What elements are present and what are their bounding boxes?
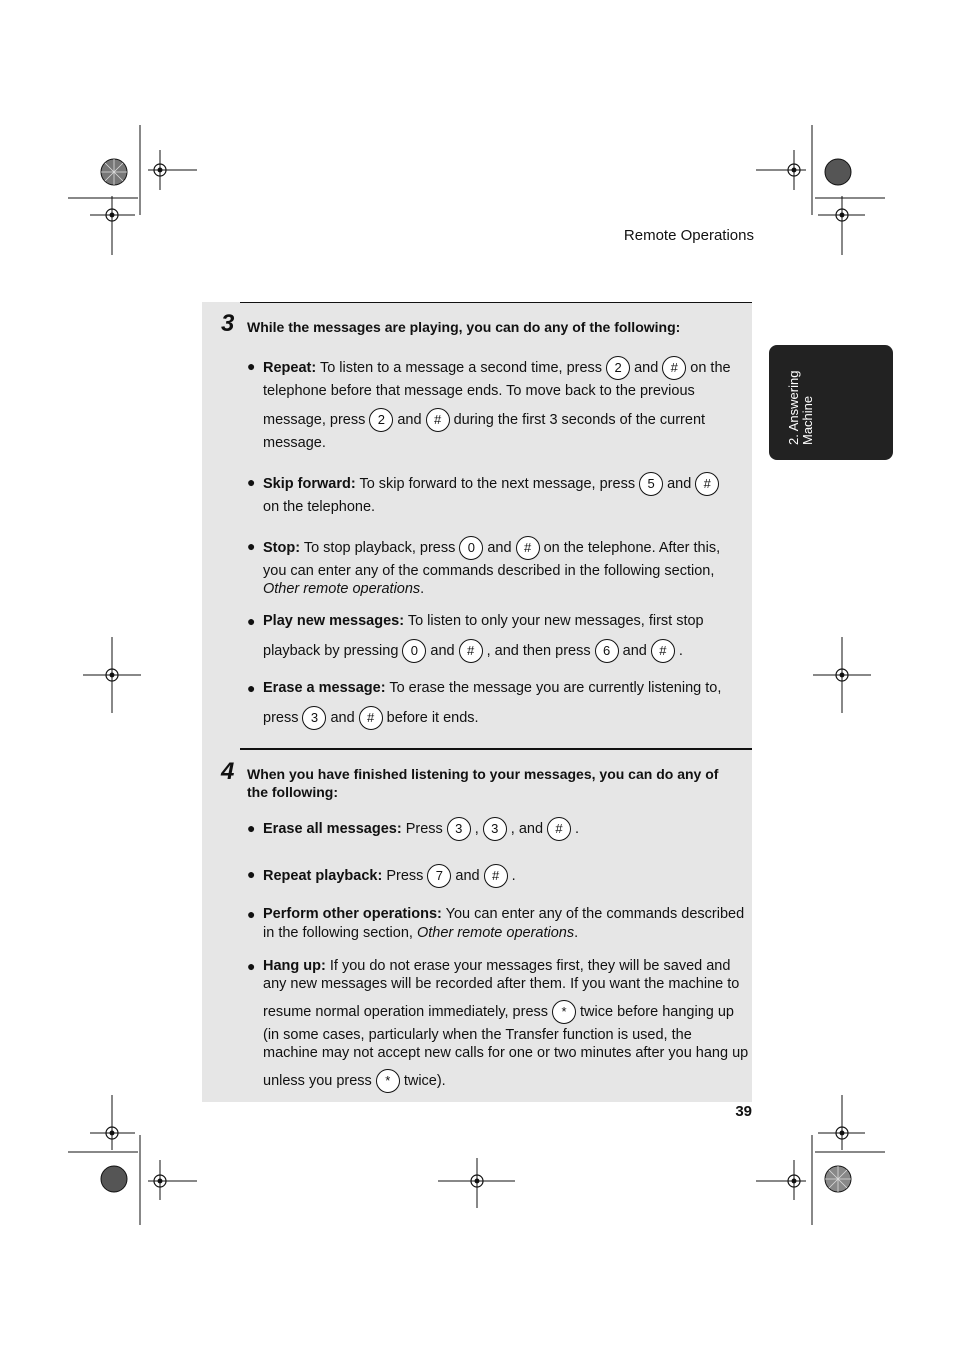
text-line: resume normal operation immediately, press * twice before hanging up bbox=[263, 1000, 734, 1024]
running-header: Remote Operations bbox=[623, 227, 754, 244]
text-line: Play new messages: To listen to only your new messages, first stop bbox=[263, 613, 704, 629]
key-3-icon: 3 bbox=[447, 817, 471, 841]
text-line: playback by pressing 0 and # , and then press 6 and # . bbox=[263, 639, 683, 663]
key-hash-icon: # bbox=[359, 706, 383, 730]
text-line: unless you press * twice). bbox=[263, 1069, 446, 1093]
chapter-tab-label: 2. Answering Machine bbox=[786, 370, 815, 445]
text-line: in the following section, Other remote operations. bbox=[263, 925, 579, 941]
step-number: 4 bbox=[221, 758, 235, 785]
text-line: ● bbox=[247, 538, 256, 554]
chapter-tab bbox=[769, 345, 893, 460]
text-line: machine may not accept new calls for one or two minutes after you hang up bbox=[263, 1045, 749, 1061]
page-number: 39 bbox=[735, 1103, 752, 1120]
text-line: Repeat: To listen to a message a second time, press 2 and # on the bbox=[263, 356, 731, 380]
text-line: Repeat playback: Press 7 and # . bbox=[263, 864, 516, 888]
key-6-icon: 6 bbox=[595, 639, 619, 663]
text-line: ● bbox=[247, 866, 256, 882]
text-line: message. bbox=[263, 435, 326, 451]
step-divider bbox=[240, 302, 752, 303]
key-star-icon: * bbox=[552, 1000, 576, 1024]
key-2-icon: 2 bbox=[606, 356, 630, 380]
step-divider bbox=[240, 748, 752, 750]
key-star-icon: * bbox=[376, 1069, 400, 1093]
key-0-icon: 0 bbox=[402, 639, 426, 663]
key-3-icon: 3 bbox=[483, 817, 507, 841]
text-line: press 3 and # before it ends. bbox=[263, 706, 479, 730]
text-line: Stop: To stop playback, press 0 and # on the telephone. After this, bbox=[263, 536, 720, 560]
key-0-icon: 0 bbox=[459, 536, 483, 560]
text-line: you can enter any of the commands described in the following section, bbox=[263, 563, 715, 579]
step-instruction: When you have finished listening to your messages, you can do any of the following: bbox=[247, 766, 719, 800]
text-line: Hang up: If you do not erase your messages first, they will be saved and bbox=[263, 958, 731, 974]
key-hash-icon: # bbox=[516, 536, 540, 560]
key-hash-icon: # bbox=[547, 817, 571, 841]
text-line: Erase a message: To erase the message you are currently listening to, bbox=[263, 680, 722, 696]
text-line: ● bbox=[247, 958, 256, 974]
text-line: Other remote operations. bbox=[263, 581, 425, 597]
text-line: any new messages will be recorded after them. If you want the machine to bbox=[263, 976, 740, 992]
bullet-title: Repeat: bbox=[263, 359, 317, 376]
text-line: (in some cases, particularly when the Transfer function is used, the bbox=[263, 1027, 692, 1043]
key-hash-icon: # bbox=[695, 472, 719, 496]
key-7-icon: 7 bbox=[427, 864, 451, 888]
key-hash-icon: # bbox=[484, 864, 508, 888]
key-3-icon: 3 bbox=[302, 706, 326, 730]
text-line: ● bbox=[247, 820, 256, 836]
text-line: ● bbox=[247, 680, 256, 696]
text-line: ● bbox=[247, 906, 256, 922]
text-line: ● bbox=[247, 358, 256, 374]
text-line: ● bbox=[247, 613, 256, 629]
text-line: ● bbox=[247, 474, 256, 490]
key-hash-icon: # bbox=[426, 408, 450, 432]
key-hash-icon: # bbox=[459, 639, 483, 663]
text-line: message, press 2 and # during the first 3 seconds of the current bbox=[263, 408, 705, 432]
text-line: Erase all messages: Press 3 , 3 , and # . bbox=[263, 817, 579, 841]
key-hash-icon: # bbox=[651, 639, 675, 663]
key-5-icon: 5 bbox=[639, 472, 663, 496]
key-2-icon: 2 bbox=[369, 408, 393, 432]
text-line: Perform other operations: You can enter any of the commands described bbox=[263, 906, 745, 922]
step-instruction: While the messages are playing, you can do any of the following: bbox=[247, 319, 681, 335]
text-line: telephone before that message ends. To move back to the previous bbox=[263, 383, 695, 399]
text-line: on the telephone. bbox=[263, 499, 376, 515]
step-number: 3 bbox=[221, 310, 235, 337]
text-line: Skip forward: To skip forward to the next message, press 5 and # bbox=[263, 472, 723, 496]
content-panel bbox=[202, 302, 752, 1102]
key-hash-icon: # bbox=[662, 356, 686, 380]
